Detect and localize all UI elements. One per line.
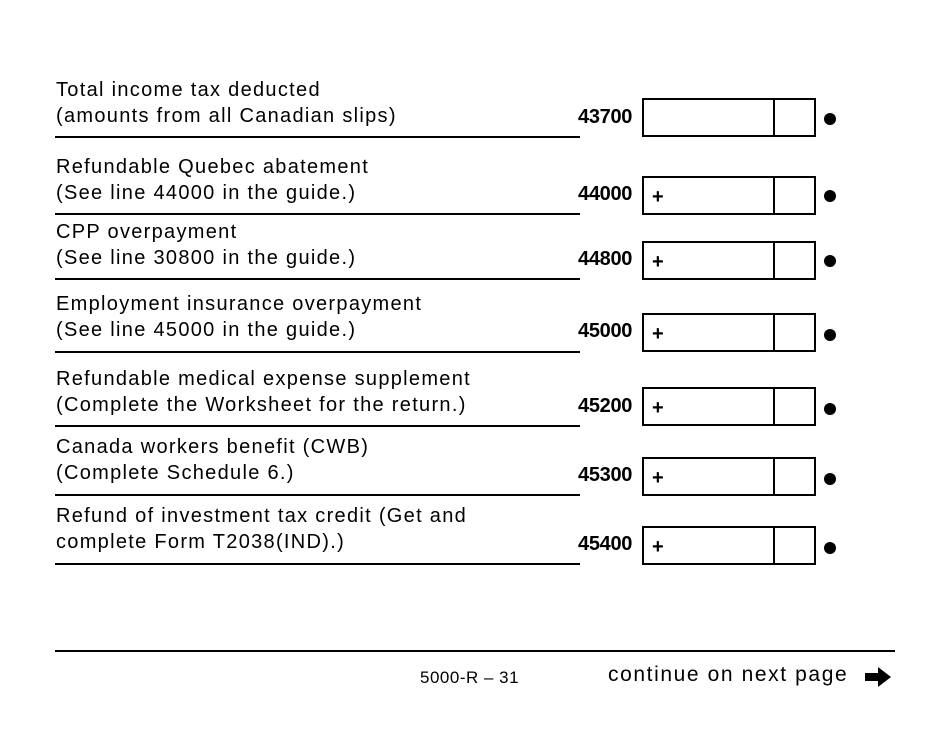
line-description-note: (See line 44000 in the guide.) (56, 182, 357, 204)
line-description (56, 434, 580, 486)
page-number: 5000-R – 31 (420, 668, 520, 687)
amount-field-43700[interactable] (642, 98, 816, 137)
line-description (56, 291, 580, 343)
line-description (56, 154, 580, 206)
line-description (56, 503, 580, 555)
line-description-text: Refundable medical expense supplement (56, 368, 472, 390)
line-description-note: (See line 30800 in the guide.) (56, 247, 357, 269)
bullet-dot-icon (824, 542, 836, 554)
bullet-dot-icon (824, 329, 836, 341)
cents-field[interactable] (773, 100, 816, 135)
line-description-note: (Complete the Worksheet for the return.) (56, 394, 467, 416)
cents-field[interactable] (773, 459, 816, 494)
amount-field-45200[interactable] (642, 387, 816, 426)
amount-field-44800[interactable] (642, 241, 816, 280)
line-description (56, 77, 580, 129)
line-description (56, 366, 580, 418)
line-description-note: (amounts from all Canadian slips) (56, 105, 397, 127)
line-underline (55, 213, 580, 215)
line-code: 45000 (578, 320, 633, 342)
line-underline (55, 425, 580, 427)
line-description-note: (See line 45000 in the guide.) (56, 319, 357, 341)
cents-field[interactable] (773, 389, 816, 424)
line-code: 45300 (578, 464, 633, 486)
line-description-text: Refundable Quebec abatement (56, 156, 370, 178)
amount-field-45400[interactable] (642, 526, 816, 565)
amount-field-45300[interactable] (642, 457, 816, 496)
line-underline (55, 351, 580, 353)
cents-field[interactable] (773, 315, 816, 350)
plus-sign: + (652, 467, 664, 489)
amount-field-45000[interactable] (642, 313, 816, 352)
line-code: 43700 (578, 106, 633, 128)
cents-field[interactable] (773, 243, 816, 278)
line-underline (55, 136, 580, 138)
footer-divider (55, 650, 895, 652)
cents-field[interactable] (773, 178, 816, 213)
line-code: 44800 (578, 248, 633, 270)
line-underline (55, 278, 580, 280)
bullet-dot-icon (824, 190, 836, 202)
line-description-note: (Complete Schedule 6.) (56, 462, 295, 484)
plus-sign: + (652, 536, 664, 558)
bullet-dot-icon (824, 473, 836, 485)
line-description-text: Employment insurance overpayment (56, 293, 423, 315)
bullet-dot-icon (824, 113, 836, 125)
bullet-dot-icon (824, 255, 836, 267)
plus-sign: + (652, 397, 664, 419)
bullet-dot-icon (824, 403, 836, 415)
line-description-text: Canada workers benefit (CWB) (56, 436, 370, 458)
cents-field[interactable] (773, 528, 816, 563)
line-description (56, 219, 580, 271)
line-description-text: Total income tax deducted (56, 79, 321, 101)
plus-sign: + (652, 323, 664, 345)
line-description-text: Refund of investment tax credit (Get and (56, 505, 468, 527)
line-underline (55, 563, 580, 565)
continue-link[interactable]: continue on next page (608, 663, 849, 686)
line-underline (55, 494, 580, 496)
line-code: 44000 (578, 183, 633, 205)
plus-sign: + (652, 186, 664, 208)
plus-sign: + (652, 251, 664, 273)
line-description-note: complete Form T2038(IND).) (56, 531, 346, 553)
line-code: 45400 (578, 533, 633, 555)
line-code: 45200 (578, 395, 633, 417)
line-description-text: CPP overpayment (56, 221, 238, 243)
amount-field-44000[interactable] (642, 176, 816, 215)
right-arrow-icon (863, 666, 893, 688)
